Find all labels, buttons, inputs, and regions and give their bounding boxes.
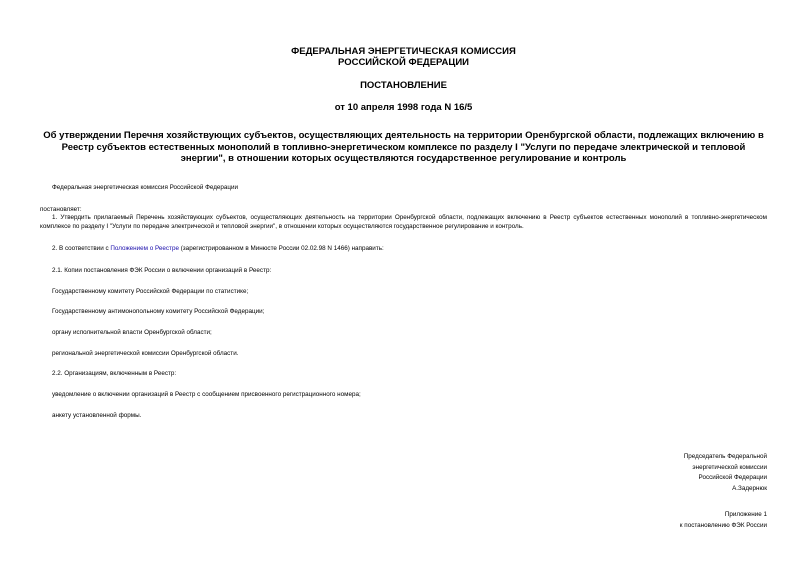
appendix-block [680, 510, 767, 531]
item-2-1-paragraph: 2.1. Копии постановления ФЭК России о включении организаций в Реестр: [52, 267, 272, 274]
issuer-line-1: ФЕДЕРАЛЬНАЯ ЭНЕРГЕТИЧЕСКАЯ КОМИССИЯ [291, 46, 516, 57]
item-2-2-paragraph: 2.2. Организациям, включенным в Реестр: [52, 370, 177, 377]
signature-line-1: Председатель Федеральной [683, 453, 767, 460]
signature-line-3: Российской Федерации [698, 474, 767, 482]
registry-regulation-link[interactable]: Положением о Реестре [110, 245, 179, 252]
document-subject: Об утверждении Перечня хозяйствующих субъектов, осуществляющих деятельность на территории Оренбургской области, подлежащих включению в Реестр субъектов естественных монополий в топливно-энергетическом комплексе по разделу I "Услуги по передаче электрической и тепловой энергии", в отношении которых осуществляются государственное регулирование и контроль [43, 130, 764, 164]
notice-paragraph: уведомление о включении организаций в Реестр с сообщением присвоенного регистрационного номера; [52, 391, 361, 398]
signatory-name: А.Задернюк [732, 484, 767, 492]
recipient-statistics: Государственному комитету Российской Федерации по статистике; [52, 288, 249, 295]
decree-word: постановляет: [40, 206, 82, 213]
recipient-antimonopoly: Государственному антимонопольному комитету Российской Федерации; [52, 308, 265, 315]
item-2-prefix: 2. В соответствии с [52, 245, 111, 252]
document-type: ПОСТАНОВЛЕНИЕ [360, 80, 447, 91]
item-2-paragraph [52, 245, 384, 254]
recipient-executive: органу исполнительной власти Оренбургской области; [52, 329, 212, 336]
signature-block [684, 452, 767, 494]
issuer-line-2: РОССИЙСКОЙ ФЕДЕРАЦИИ [337, 57, 469, 68]
intro-paragraph: Федеральная энергетическая комиссия Российской Федерации [52, 184, 239, 191]
recipient-regional-commission: региональной энергетической комиссии Оренбургской области. [52, 350, 239, 357]
document-date-number: от 10 апреля 1998 года N 16/5 [334, 102, 473, 113]
signature-line-2: энергетической комиссии [692, 463, 767, 471]
item-2-suffix: (зарегистрированном в Минюсте России 02.02.98 N 1466) направить: [178, 245, 384, 252]
appendix-line-2: к постановлению ФЭК России [679, 521, 767, 529]
item-1-paragraph: 1. Утвердить прилагаемый Перечень хозяйствующих субъектов, осуществляющих деятельность на территории Оренбургской области, подлежащих включению в Реестр субъектов естественных монополий в топливно-энергетическом комплексе по разделу I "Услуги по передаче электрической и тепловой энергии", в отношении которых осуществляются государственное регулирование и контроль. [40, 214, 767, 230]
form-paragraph: анкету установленной формы. [52, 412, 142, 419]
appendix-line-1: Приложение 1 [724, 511, 767, 518]
